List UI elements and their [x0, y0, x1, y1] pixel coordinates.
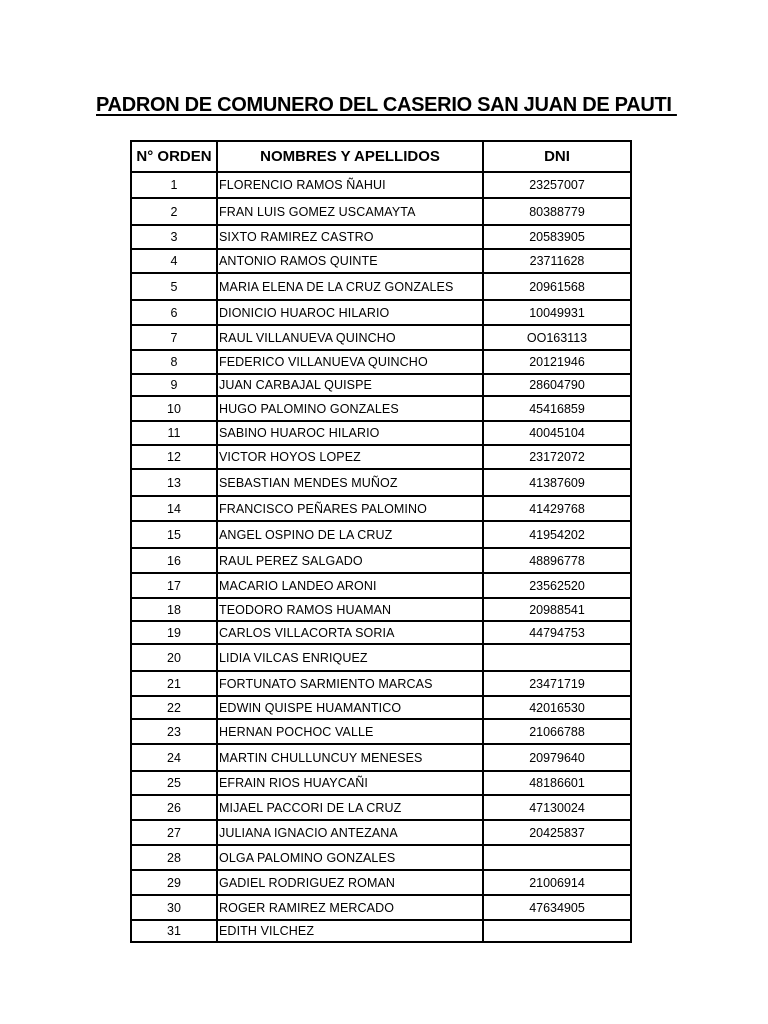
row-name-cell: MARIA ELENA DE LA CRUZ GONZALES	[217, 273, 483, 300]
table-row	[131, 249, 631, 273]
row-dni-cell: 23711628	[483, 249, 631, 273]
row-number-cell: 29	[131, 870, 217, 895]
row-name-cell: ANGEL OSPINO DE LA CRUZ	[217, 521, 483, 548]
row-name-cell: FRANCISCO PEÑARES PALOMINO	[217, 496, 483, 521]
row-number-cell: 10	[131, 396, 217, 421]
row-name-cell: VICTOR HOYOS LOPEZ	[217, 445, 483, 469]
table-row	[131, 895, 631, 920]
column-header-dni: DNI	[483, 141, 631, 172]
table-row	[131, 225, 631, 249]
row-dni-cell: 28604790	[483, 374, 631, 396]
row-name-cell: CARLOS VILLACORTA SORIA	[217, 621, 483, 644]
column-header-orden: N° ORDEN	[131, 141, 217, 172]
table-row	[131, 696, 631, 719]
row-name-cell: OLGA PALOMINO GONZALES	[217, 845, 483, 870]
row-dni-cell: 47130024	[483, 795, 631, 820]
row-number-cell: 8	[131, 350, 217, 374]
row-number-cell: 19	[131, 621, 217, 644]
table-row	[131, 172, 631, 198]
row-name-cell: FORTUNATO SARMIENTO MARCAS	[217, 671, 483, 696]
row-name-cell: SEBASTIAN MENDES MUÑOZ	[217, 469, 483, 496]
table-row	[131, 421, 631, 445]
row-number-cell: 4	[131, 249, 217, 273]
row-number-cell: 12	[131, 445, 217, 469]
row-name-cell: EDWIN QUISPE HUAMANTICO	[217, 696, 483, 719]
row-name-cell: TEODORO RAMOS HUAMAN	[217, 598, 483, 621]
row-dni-cell: 20583905	[483, 225, 631, 249]
row-name-cell: JUAN CARBAJAL QUISPE	[217, 374, 483, 396]
table-row	[131, 598, 631, 621]
row-dni-cell: 47634905	[483, 895, 631, 920]
document-title: PADRON DE COMUNERO DEL CASERIO SAN JUAN DE PAUTI	[96, 94, 677, 116]
row-name-cell: FLORENCIO RAMOS ÑAHUI	[217, 172, 483, 198]
row-name-cell: MARTIN CHULLUNCUY MENESES	[217, 744, 483, 771]
row-name-cell: HERNAN POCHOC VALLE	[217, 719, 483, 744]
row-dni-cell: 23257007	[483, 172, 631, 198]
row-dni-cell: 23471719	[483, 671, 631, 696]
row-number-cell: 30	[131, 895, 217, 920]
row-name-cell: RAUL VILLANUEVA QUINCHO	[217, 325, 483, 350]
table-row	[131, 396, 631, 421]
table-row	[131, 771, 631, 795]
row-dni-cell: 20988541	[483, 598, 631, 621]
row-dni-cell: 10049931	[483, 300, 631, 325]
row-name-cell: RAUL PEREZ SALGADO	[217, 548, 483, 573]
row-dni-cell: 20121946	[483, 350, 631, 374]
table-body	[131, 172, 631, 942]
row-name-cell: FEDERICO VILLANUEVA QUINCHO	[217, 350, 483, 374]
table-row	[131, 671, 631, 696]
table-row	[131, 469, 631, 496]
row-dni-cell	[483, 644, 631, 671]
row-dni-cell: 40045104	[483, 421, 631, 445]
row-name-cell: ANTONIO RAMOS QUINTE	[217, 249, 483, 273]
row-number-cell: 23	[131, 719, 217, 744]
row-number-cell: 26	[131, 795, 217, 820]
table-row	[131, 573, 631, 598]
row-number-cell: 5	[131, 273, 217, 300]
table-row	[131, 744, 631, 771]
row-name-cell: JULIANA IGNACIO ANTEZANA	[217, 820, 483, 845]
row-number-cell: 18	[131, 598, 217, 621]
row-number-cell: 21	[131, 671, 217, 696]
row-name-cell: DIONICIO HUAROC HILARIO	[217, 300, 483, 325]
table-header-row	[131, 141, 631, 172]
row-name-cell: EFRAIN RIOS HUAYCAÑI	[217, 771, 483, 795]
table-row	[131, 845, 631, 870]
table-row	[131, 644, 631, 671]
row-dni-cell: 48896778	[483, 548, 631, 573]
table-row	[131, 719, 631, 744]
row-number-cell: 11	[131, 421, 217, 445]
row-name-cell: MIJAEL PACCORI DE LA CRUZ	[217, 795, 483, 820]
row-number-cell: 27	[131, 820, 217, 845]
row-name-cell: MACARIO LANDEO ARONI	[217, 573, 483, 598]
row-name-cell: FRAN LUIS GOMEZ USCAMAYTA	[217, 198, 483, 225]
row-number-cell: 22	[131, 696, 217, 719]
row-name-cell: SIXTO RAMIREZ CASTRO	[217, 225, 483, 249]
table-row	[131, 350, 631, 374]
row-name-cell: LIDIA VILCAS ENRIQUEZ	[217, 644, 483, 671]
row-number-cell: 1	[131, 172, 217, 198]
table-row	[131, 548, 631, 573]
row-number-cell: 20	[131, 644, 217, 671]
row-number-cell: 24	[131, 744, 217, 771]
row-dni-cell: 41954202	[483, 521, 631, 548]
row-number-cell: 17	[131, 573, 217, 598]
row-dni-cell: 23562520	[483, 573, 631, 598]
column-header-nombres: NOMBRES Y APELLIDOS	[217, 141, 483, 172]
row-dni-cell: 23172072	[483, 445, 631, 469]
row-dni-cell: 42016530	[483, 696, 631, 719]
table-row	[131, 870, 631, 895]
row-name-cell: SABINO HUAROC HILARIO	[217, 421, 483, 445]
row-dni-cell: 48186601	[483, 771, 631, 795]
table-row	[131, 621, 631, 644]
row-name-cell: ROGER RAMIREZ MERCADO	[217, 895, 483, 920]
row-number-cell: 6	[131, 300, 217, 325]
table-row	[131, 795, 631, 820]
row-number-cell: 28	[131, 845, 217, 870]
row-dni-cell	[483, 845, 631, 870]
row-name-cell: GADIEL RODRIGUEZ ROMAN	[217, 870, 483, 895]
row-number-cell: 9	[131, 374, 217, 396]
row-name-cell: EDITH VILCHEZ	[217, 920, 483, 942]
table-row	[131, 198, 631, 225]
table-row	[131, 496, 631, 521]
row-number-cell: 14	[131, 496, 217, 521]
row-name-cell: HUGO PALOMINO GONZALES	[217, 396, 483, 421]
row-number-cell: 15	[131, 521, 217, 548]
table-row	[131, 920, 631, 942]
table-row	[131, 273, 631, 300]
row-dni-cell: 41429768	[483, 496, 631, 521]
row-number-cell: 13	[131, 469, 217, 496]
table-row	[131, 325, 631, 350]
row-number-cell: 16	[131, 548, 217, 573]
row-number-cell: 25	[131, 771, 217, 795]
row-dni-cell	[483, 920, 631, 942]
row-dni-cell: 41387609	[483, 469, 631, 496]
row-number-cell: 7	[131, 325, 217, 350]
row-dni-cell: 80388779	[483, 198, 631, 225]
row-dni-cell: 44794753	[483, 621, 631, 644]
table-row	[131, 820, 631, 845]
row-number-cell: 3	[131, 225, 217, 249]
row-number-cell: 31	[131, 920, 217, 942]
row-dni-cell: 20979640	[483, 744, 631, 771]
row-dni-cell: 45416859	[483, 396, 631, 421]
table-row	[131, 374, 631, 396]
row-dni-cell: 20425837	[483, 820, 631, 845]
row-dni-cell: 21006914	[483, 870, 631, 895]
row-dni-cell: OO163113	[483, 325, 631, 350]
table-row	[131, 300, 631, 325]
row-dni-cell: 21066788	[483, 719, 631, 744]
comuneros-table	[130, 140, 632, 943]
row-dni-cell: 20961568	[483, 273, 631, 300]
table-row	[131, 445, 631, 469]
row-number-cell: 2	[131, 198, 217, 225]
table-row	[131, 521, 631, 548]
